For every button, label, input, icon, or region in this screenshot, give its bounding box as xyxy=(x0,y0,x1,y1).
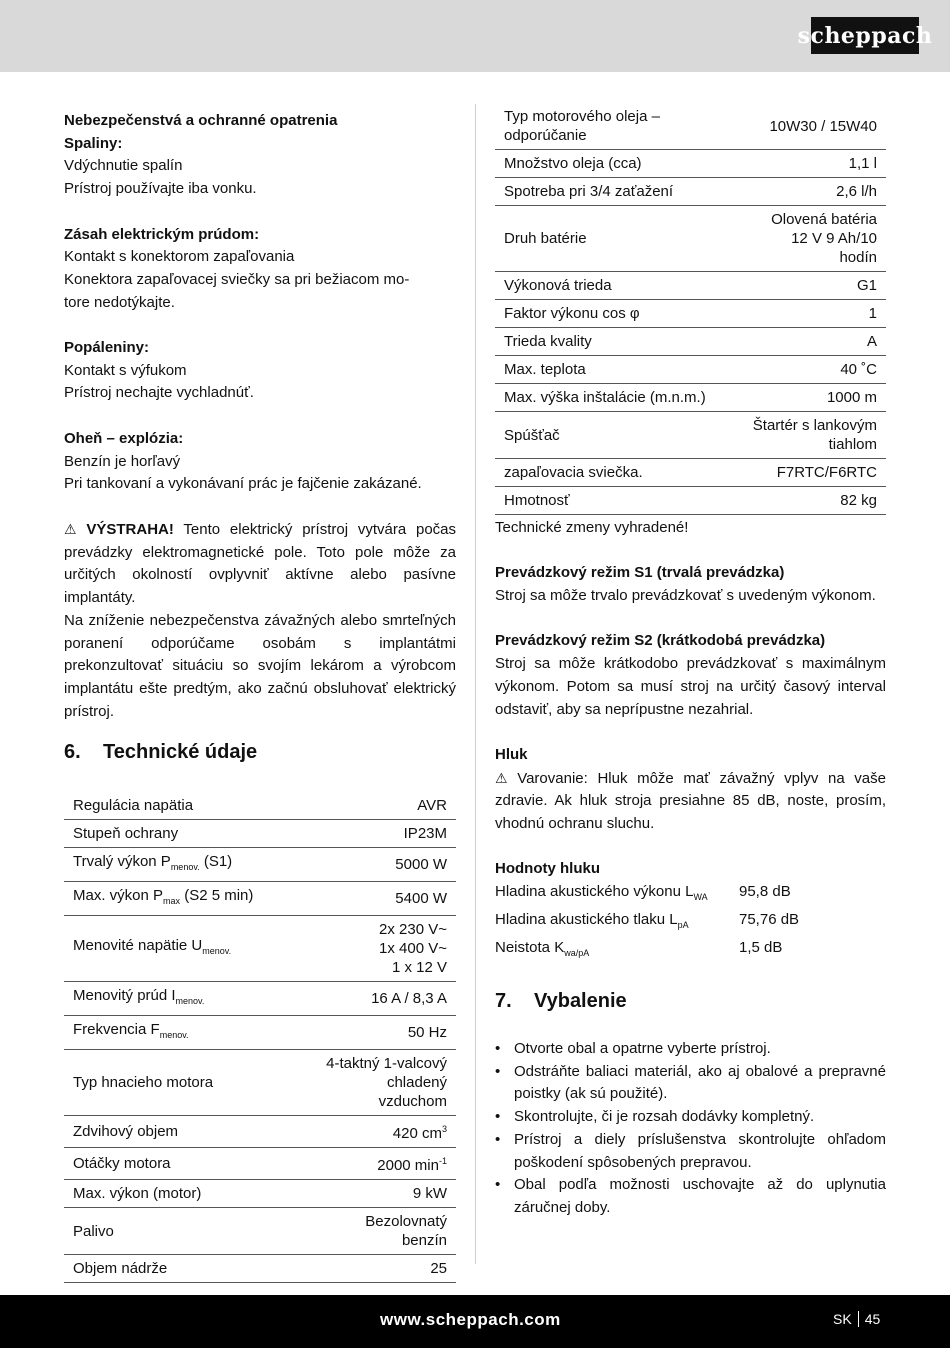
spec-label-text: Trvalý výkon P xyxy=(73,853,171,870)
hazards-section xyxy=(64,110,456,496)
spec-label-text: Trieda kvality xyxy=(504,333,592,350)
spec-value-text: F7RTC/F6RTC xyxy=(776,464,877,481)
noise-label-text: Hladina akustického tlaku L xyxy=(495,910,678,928)
spec-value-superscript: 3 xyxy=(441,1124,447,1134)
noise-value: 75,76 dB xyxy=(739,910,800,928)
shock-line: tore nedotýkajte. xyxy=(64,293,175,311)
spec-label-text: Spotreba pri 3/4 zaťažení xyxy=(504,183,674,200)
shock-line: Konektora zapaľovacej sviečky sa pri bežiacom mo- xyxy=(64,270,410,288)
noise-label xyxy=(495,881,739,909)
spec-row xyxy=(495,103,886,150)
spec-value xyxy=(312,1180,456,1208)
spec-label-text: Faktor výkonu cos φ xyxy=(504,305,640,322)
fire-title: Oheň – explózia: xyxy=(64,429,184,447)
spec-row xyxy=(64,1016,456,1050)
list-item: • Otvorte obal a opatrne vyberte prístroj. xyxy=(495,1038,886,1061)
spec-value xyxy=(312,848,456,882)
spec-label xyxy=(495,103,743,150)
spec-value-text: 9 kW xyxy=(412,1185,447,1202)
spec-label xyxy=(64,1116,312,1148)
spec-row xyxy=(64,1255,456,1283)
spec-value xyxy=(743,206,886,272)
noise-warning: Varovanie: Hluk môže mať závažný vplyv na vaše zdravie. Ak hluk stroja presiahne 85 dB, noste, prosím, vhodnú ochranu sluchu. xyxy=(495,769,886,833)
spec-label-text: Spúšťač xyxy=(504,426,560,444)
spec-label xyxy=(64,848,312,882)
spec-row xyxy=(495,300,886,328)
spec-label-line: odporúčanie xyxy=(504,127,587,144)
spec-label xyxy=(495,272,743,300)
right-text-section xyxy=(495,517,886,964)
warning-triangle-icon: ⚠ xyxy=(64,521,77,537)
spec-value-line: 2x 230 V~ xyxy=(379,921,447,938)
section-6-heading xyxy=(64,741,257,764)
spec-label xyxy=(64,1208,312,1255)
spec-label-suffix: (S2 5 min) xyxy=(180,887,254,904)
spec-value xyxy=(312,916,456,982)
spec-row xyxy=(495,178,886,206)
spec-row xyxy=(495,272,886,300)
noise-row xyxy=(495,909,799,937)
spec-label-subscript: menov. xyxy=(202,946,232,956)
spec-value-text: G1 xyxy=(856,277,877,294)
spec-row xyxy=(495,150,886,178)
spec-label xyxy=(64,1180,312,1208)
spec-value-text: 2000 min xyxy=(377,1157,439,1174)
spec-row xyxy=(495,206,886,272)
spec-value xyxy=(312,1016,456,1050)
spec-label-line: Typ motorového oleja – xyxy=(504,108,660,125)
spec-value-text: AVR xyxy=(417,797,447,814)
list-item: • Odstráňte baliaci materiál, ako aj obalové a prepravné poistky (ak sú použité). xyxy=(495,1061,886,1106)
website-link[interactable]: www.scheppach.com xyxy=(380,1310,561,1329)
spec-value xyxy=(312,1148,456,1180)
spec-label-text: Množstvo oleja (cca) xyxy=(504,155,642,172)
noise-values-table xyxy=(495,881,799,964)
spec-row xyxy=(64,1116,456,1148)
spec-row xyxy=(64,820,456,848)
section-number: 6. xyxy=(64,741,81,763)
spec-value xyxy=(312,1116,456,1148)
spec-label-text: Menovité napätie U xyxy=(73,937,203,954)
spec-label-subscript: menov. xyxy=(159,1030,189,1040)
spec-value-superscript: -1 xyxy=(438,1156,447,1166)
section-number: 7. xyxy=(495,990,512,1012)
spec-value xyxy=(743,178,886,206)
hazards-title: Nebezpečenstvá a ochranné opatrenia xyxy=(64,112,338,129)
spec-value xyxy=(743,150,886,178)
unpack-section xyxy=(495,1038,886,1220)
fire-line: Benzín je horľavý xyxy=(64,452,181,470)
noise-value: 95,8 dB xyxy=(739,883,791,901)
spec-value-line: vzduchom xyxy=(378,1093,447,1110)
spec-label-text: Max. výkon (motor) xyxy=(73,1185,202,1202)
noise-label-subscript: WA xyxy=(693,892,708,903)
exhaust-line: Vdýchnutie spalín xyxy=(64,157,183,175)
spec-row xyxy=(64,1180,456,1208)
spec-label-text: zapaľovacia sviečka. xyxy=(504,464,643,481)
spec-label-text: Otáčky motora xyxy=(73,1155,171,1172)
language-code: SK xyxy=(833,1311,852,1327)
spec-row xyxy=(64,1050,456,1116)
spec-row xyxy=(495,384,886,412)
spec-value-line: 1x 400 V~ xyxy=(379,940,447,957)
burns-line: Kontakt s výfukom xyxy=(64,361,187,379)
spec-value-text: 25 xyxy=(430,1260,447,1277)
spec-value-line: 1 x 12 V xyxy=(391,959,447,976)
spec-value-line: tiahlom xyxy=(828,436,877,453)
page-header xyxy=(0,0,950,72)
spec-value xyxy=(743,384,886,412)
page-number: 45 xyxy=(864,1311,881,1327)
spec-label xyxy=(495,459,743,487)
spec-value-text: 2,6 l/h xyxy=(836,183,877,200)
spec-label-text: Menovitý prúd I xyxy=(73,987,176,1004)
spec-label xyxy=(64,792,312,820)
spec-label-suffix: (S1) xyxy=(199,853,233,870)
spec-row xyxy=(495,328,886,356)
spec-value xyxy=(743,103,886,150)
unpack-list xyxy=(495,1038,886,1220)
spec-label xyxy=(64,820,312,848)
spec-value xyxy=(312,1255,456,1283)
column-divider xyxy=(475,104,476,1264)
spec-label xyxy=(495,178,743,206)
spec-value-line: Bezolovnatý xyxy=(365,1213,447,1230)
spec-value-text: 1 xyxy=(868,305,877,322)
spec-label-text: Palivo xyxy=(73,1222,114,1240)
spec-value-text: 16 A / 8,3 A xyxy=(371,990,447,1007)
noise-label xyxy=(495,909,739,937)
spec-label xyxy=(495,206,743,272)
spec-value-line: benzín xyxy=(401,1232,447,1249)
exhaust-line: Prístroj používajte iba vonku. xyxy=(64,180,257,198)
spec-label-text: Typ hnacieho motora xyxy=(73,1074,214,1091)
spec-label-text: Objem nádrže xyxy=(73,1260,168,1277)
spec-label-subscript: menov. xyxy=(170,862,200,872)
s2-text: Stroj sa môže krátkodobo prevádzkovať s maximálnym výkonom. Potom sa musí stroj na určitý časový interval odstaviť, aby sa neprípustne nezahrial. xyxy=(495,655,886,718)
spec-label-text: Stupeň ochrany xyxy=(73,825,179,842)
page-indicator xyxy=(833,1311,880,1327)
noise-value: 1,5 dB xyxy=(739,938,783,956)
noise-values-title: Hodnoty hluku xyxy=(495,860,600,878)
spec-label-text: Zdvihový objem xyxy=(73,1123,179,1140)
spec-value xyxy=(743,356,886,384)
spec-value-text: IP23M xyxy=(403,825,447,842)
spec-value-text: 82 kg xyxy=(840,492,877,509)
s1-title: Prevádzkový režim S1 (trvalá prevádzka) xyxy=(495,564,785,582)
spec-row xyxy=(64,916,456,982)
spec-value xyxy=(743,328,886,356)
spec-label xyxy=(64,1148,312,1180)
burns-title: Popáleniny: xyxy=(64,339,150,356)
spec-label-text: Frekvencia F xyxy=(73,1021,160,1038)
fire-line: Pri tankovaní a vykonávaní prác je fajčenie zakázané. xyxy=(64,475,422,493)
spec-value xyxy=(743,487,886,515)
warning-section xyxy=(64,518,456,723)
spec-value-text: 420 cm xyxy=(392,1125,442,1142)
spec-label-text: Max. výška inštalácie (m.n.m.) xyxy=(504,389,706,406)
spec-value xyxy=(743,300,886,328)
shock-title: Zásah elektrickým prúdom: xyxy=(64,225,260,243)
tech-note: Technické zmeny vyhradené! xyxy=(495,519,689,536)
noise-label xyxy=(495,937,739,965)
spec-label xyxy=(495,150,743,178)
warning-label: VÝSTRAHA! xyxy=(86,521,174,538)
spec-label xyxy=(495,328,743,356)
spec-row xyxy=(64,982,456,1016)
spec-value-text: 10W30 / 15W40 xyxy=(769,117,877,135)
spec-value-text: 50 Hz xyxy=(407,1024,447,1041)
spec-label-text: Hmotnosť xyxy=(504,492,570,509)
spec-label xyxy=(64,882,312,916)
shock-line: Kontakt s konektorom zapaľovania xyxy=(64,248,295,266)
spec-value xyxy=(312,792,456,820)
spec-value-text: 5400 W xyxy=(395,890,447,907)
spec-label-text: Druh batérie xyxy=(504,230,587,247)
spec-label xyxy=(64,982,312,1016)
spec-value xyxy=(312,982,456,1016)
spec-value-line: 4-taktný 1-valcový xyxy=(326,1055,447,1072)
burns-line: Prístroj nechajte vychladnúť. xyxy=(64,384,254,402)
spec-label xyxy=(64,1016,312,1050)
spec-value xyxy=(312,820,456,848)
page-footer xyxy=(0,1295,950,1348)
noise-label-text: Hladina akustického výkonu L xyxy=(495,883,694,901)
noise-label-subscript: pA xyxy=(677,919,689,930)
spec-row xyxy=(495,412,886,459)
spec-label xyxy=(64,1255,312,1283)
list-item: • Skontrolujte, či je rozsah dodávky kompletný. xyxy=(495,1106,886,1129)
spec-label-text: Výkonová trieda xyxy=(504,277,612,294)
spec-label xyxy=(495,300,743,328)
warning-triangle-icon: ⚠ xyxy=(495,769,508,786)
spec-value xyxy=(743,459,886,487)
spec-table-left xyxy=(64,792,456,1283)
scheppach-logo: scheppach xyxy=(811,17,919,54)
spec-label-text: Max. výkon P xyxy=(73,887,164,904)
section-title: Technické údaje xyxy=(103,741,258,763)
spec-row xyxy=(64,882,456,916)
spec-label xyxy=(64,916,312,982)
exhaust-title: Spaliny: xyxy=(64,134,123,152)
spec-row xyxy=(495,356,886,384)
noise-label-subscript: wa/pA xyxy=(564,947,590,958)
noise-title: Hluk xyxy=(495,745,528,763)
spec-value-text: 1,1 l xyxy=(848,155,877,172)
warning-text: Tento elektrický prístroj vytvára počas prevádzky elektromagnetické pole. Toto pole môže za určitých okolností ovplyvniť aktívne alebo pasívne implantáty. xyxy=(64,521,456,607)
spec-label-subscript: max xyxy=(163,896,181,906)
spec-value xyxy=(312,1050,456,1116)
spec-value xyxy=(312,882,456,916)
list-item: • Prístroj a diely príslušenstva skontrolujte ohľadom poškodení spôsobených prepravou. xyxy=(495,1129,886,1174)
spec-value-line: chladený xyxy=(386,1074,447,1091)
spec-row xyxy=(495,487,886,515)
section-title: Vybalenie xyxy=(534,990,627,1012)
spec-row xyxy=(495,459,886,487)
noise-label-text: Neistota K xyxy=(495,938,565,956)
noise-row xyxy=(495,937,799,965)
spec-row xyxy=(64,1208,456,1255)
spec-label xyxy=(64,1050,312,1116)
section-7-heading xyxy=(495,990,627,1013)
spec-value-line: Olovená batéria xyxy=(771,211,877,228)
spec-value xyxy=(743,272,886,300)
list-item: • Obal podľa možnosti uschovajte až do uplynutia záručnej doby. xyxy=(495,1174,886,1219)
warning-text-2: Na zníženie nebezpečenstva závažných alebo smrteľných poranení odporúčame osobám s implantátmi prekonzultovať situáciu so svojím lekárom a výrobcom implantátu ešte predtým, ako začnú obsluhovať elektrický prístroj. xyxy=(64,611,456,720)
spec-label-text: Max. teplota xyxy=(504,361,586,378)
s2-title: Prevádzkový režim S2 (krátkodobá prevádzka) xyxy=(495,632,826,650)
spec-value xyxy=(312,1208,456,1255)
spec-value xyxy=(743,412,886,459)
spec-value-text: 5000 W xyxy=(395,856,447,873)
noise-row xyxy=(495,881,799,909)
spec-label xyxy=(495,384,743,412)
spec-label xyxy=(495,487,743,515)
spec-label-text: Regulácia napätia xyxy=(73,797,194,814)
spec-value-line: 12 V 9 Ah/10 hodín xyxy=(791,230,877,266)
s1-text: Stroj sa môže trvalo prevádzkovať s uvedeným výkonom. xyxy=(495,587,876,605)
spec-row xyxy=(64,792,456,820)
spec-table-right xyxy=(495,103,886,515)
spec-label xyxy=(495,412,743,459)
spec-value-text: A xyxy=(866,333,877,350)
spec-label xyxy=(495,356,743,384)
spec-row xyxy=(64,848,456,882)
spec-value-text: 40 ˚C xyxy=(840,361,877,378)
spec-value-line: Štartér s lankovým xyxy=(752,417,877,434)
spec-row xyxy=(64,1148,456,1180)
spec-value-text: 1000 m xyxy=(826,389,877,406)
spec-label-subscript: menov. xyxy=(175,996,205,1006)
